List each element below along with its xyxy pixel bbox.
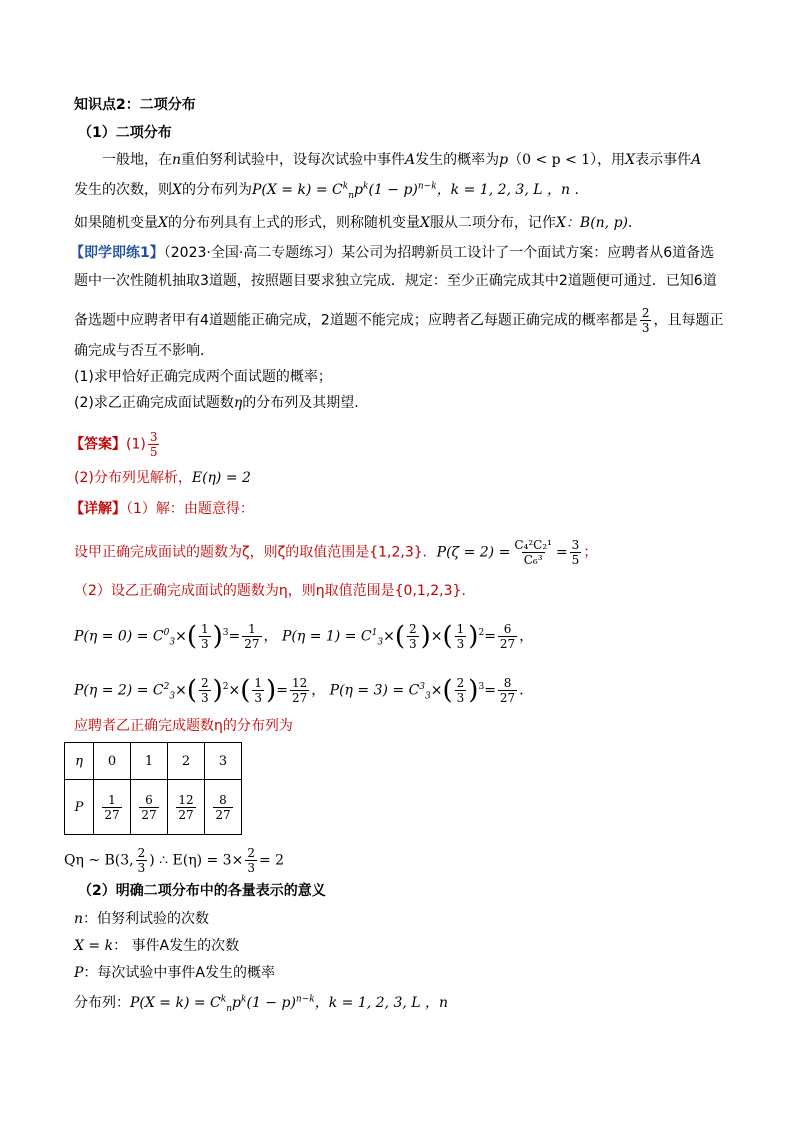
prob-line-2: $P(\eta = 2) = C^2_3\times$( $\frac{2}{3}$ )$^2$×( $\frac{1}{3}$ )= $\frac{12}{27}$ ， $P(\eta = 3) = C^3_3\times$( $\frac{2}{3}$ )$^3$= $\frac{8}{27}$ ． [74, 675, 534, 706]
text: 服从二项分布，记作 [429, 215, 556, 231]
table-row-label: P [65, 780, 94, 835]
question-1: (1)求甲恰好正确完成两个面试题的概率； [74, 369, 332, 385]
fraction-combination: $\frac{\text{C₄²C₂¹}}{\text{C₆³}}$ [514, 538, 552, 567]
k-range: ，k = 1, 2, 3, L ，n . [436, 182, 579, 198]
subsection-heading-2: （2）明确二项分布中的各量表示的意义 [78, 883, 326, 899]
text: 一般地，在 [102, 152, 172, 168]
exercise-text: ，且每题正 [653, 312, 724, 329]
math-p: p [499, 152, 509, 168]
table-header-cell: 3 [205, 743, 242, 780]
table-header-cell: 1 [131, 743, 168, 780]
section-heading: 知识点2：二项分布 [74, 97, 196, 113]
table-row [65, 780, 242, 835]
definition-line-1 [102, 151, 701, 169]
detail-intro: 【详解】（1）解：由题意得： [70, 501, 254, 517]
meaning-n: n：伯努利试验的次数 [74, 911, 210, 927]
math-condition: （0 < p < 1） [508, 152, 598, 168]
math-A: A [405, 152, 416, 168]
answer-line-2: (2)分布列见解析，E(η) = 2 [74, 470, 251, 486]
math-X: X [158, 215, 168, 231]
prob-line-1: $P(\eta = 0) = C^0_3\times$( $\frac{1}{3}$ )$^3$= $\frac{1}{27}$ ， $P(\eta = 1) = C^1_3\times$( $\frac{2}{3}$ )×( $\frac{1}{3}$ )$^2$= $\frac{6}{27}$ ， [74, 621, 534, 652]
exercise-text: 某公司为招聘新员工设计了一个面试方案：应聘者从6道备选 [341, 245, 715, 261]
table-cell: $\frac{1}{27}$ [94, 780, 131, 835]
binomial-formula: $P(X = k) = C^k_np^k(1 - p)^{n-k}$ [251, 181, 437, 201]
detail-line-1: 设甲正确完成面试的题数为ζ，则ζ的取值范围是{1,2,3}．P(ζ = 2) = $\frac{\text{C₄²C₂¹}}{\text{C₆³}}$ = $\frac{3}{5}$ ； [74, 538, 598, 567]
fraction-three-fifths: $\frac{3}{5}$ [571, 538, 580, 567]
text: ． [628, 215, 642, 231]
math-X: X [172, 182, 182, 198]
math-X: X [625, 152, 636, 168]
meaning-xk: X = k： 事件A发生的次数 [74, 938, 240, 954]
exercise-line-3 [74, 306, 723, 335]
exercise-source: （2023·全国·高二专题练习） [163, 245, 342, 261]
table-title: 应聘者乙正确完成题数η的分布列为 [74, 718, 293, 734]
meaning-distribution: 分布列：$P(X = k) = C^k_np^k(1 - p)^{n-k}$，k = 1, 2, 3, L ，n [74, 994, 449, 1014]
math-notation: X：B(n, p) [555, 215, 628, 231]
question-2: (2)求乙正确完成面试题数η的分布列及其期望. [74, 395, 359, 411]
text: 发生的次数，则 [74, 182, 172, 198]
math-X: X [419, 215, 430, 231]
definition-line-3 [74, 214, 642, 232]
meaning-p: P：每次试验中事件A发生的概率 [74, 965, 275, 981]
detail-tag: 【详解】 [70, 501, 126, 517]
text: 的分布列具有上式的形式，则称随机变量 [167, 215, 420, 231]
text: ，用 [597, 152, 626, 168]
math-n: n [172, 152, 182, 168]
exercise-line-1 [70, 244, 714, 262]
subsection-heading-1: （1）二项分布 [78, 125, 172, 141]
table-header-cell: 0 [94, 743, 131, 780]
exercise-tag: 【即学即练1】 [70, 245, 164, 261]
text: 的分布列为 [181, 182, 252, 198]
math-A: A [691, 152, 702, 168]
table-cell: $\frac{12}{27}$ [168, 780, 205, 835]
table-cell: $\frac{6}{27}$ [131, 780, 168, 835]
text: 重伯努利试验中，设每次试验中事件 [181, 152, 406, 168]
table-header-cell: 2 [168, 743, 205, 780]
fraction-three-fifths: $\frac{3}{5}$ [149, 430, 158, 459]
text: 发生的概率为 [415, 152, 500, 168]
conclusion-line: Qη ~ B(3, $\frac{2}{3}$ ) ∴ E(η) = 3× $\frac{2}{3}$ = 2 [64, 846, 285, 875]
table-row [65, 743, 242, 780]
answer-line-1: 【答案】(1) $\frac{3}{5}$ [70, 430, 158, 459]
answer-tag: 【答案】 [70, 436, 126, 453]
detail-line-2: （2）设乙正确完成面试的题数为η，则η取值范围是{0,1,2,3}． [74, 583, 476, 599]
text: 如果随机变量 [74, 215, 158, 231]
table-cell: $\frac{8}{27}$ [205, 780, 242, 835]
exercise-line-4: 确完成与否互不影响． [74, 343, 214, 359]
exercise-line-2: 题中一次性随机抽取3道题，按照题目要求独立完成．规定：至少正确完成其中2道题便可通过．已知6道 [74, 273, 717, 289]
distribution-table [64, 742, 242, 835]
exercise-text: 备选题中应聘者甲有4道题能正确完成，2道题不能完成；应聘者乙每题正确完成的概率都是 [74, 312, 638, 329]
table-header-cell: η [65, 743, 94, 780]
text: 表示事件 [635, 152, 692, 168]
fraction-two-thirds: $\frac{2}{3}$ [641, 306, 650, 335]
definition-line-2 [74, 181, 579, 199]
